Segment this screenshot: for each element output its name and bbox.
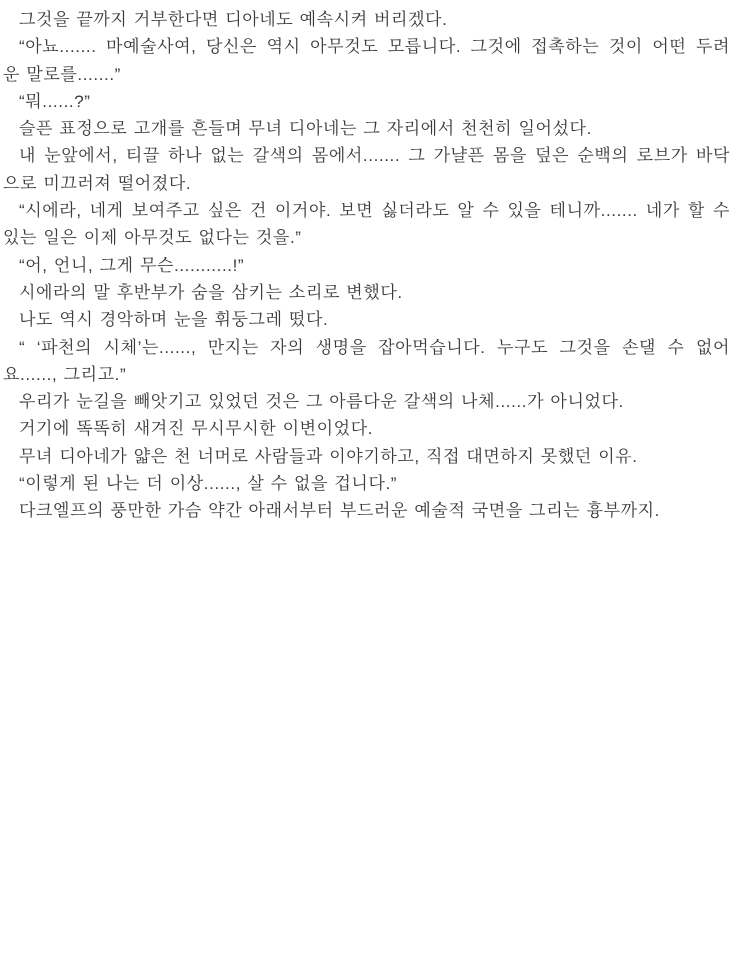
text-line: 슬픈 표정으로 고개를 흔들며 무녀 디아네는 그 자리에서 천천히 일어섰다. — [19, 119, 592, 139]
text-line: “아뇨....... 마예술사여, 당신은 역시 아무것도 모릅니다. 그것에 접촉하는 것이 어떤 두려 — [19, 37, 730, 57]
text-line: “어, 언니, 그게 무슨...........!” — [19, 255, 245, 275]
text-line: 다크엘프의 풍만한 가슴 약간 아래서부터 부드러운 예술적 국면을 그리는 흉부까지. — [19, 501, 660, 521]
text-line: “이렇게 된 나는 더 이상......, 살 수 없을 겁니다.” — [19, 474, 398, 494]
text-line: 무녀 디아네가 얇은 천 너머로 사람들과 이야기하고, 직접 대면하지 못했던 이유. — [19, 446, 638, 466]
text-line: “뭐......?” — [19, 91, 91, 111]
text-line: 요......, 그리고.” — [3, 364, 127, 384]
text-line: 우리가 눈길을 빼앗기고 있었던 것은 그 아름다운 갈색의 나체......가 아니었다. — [19, 392, 624, 412]
text-line: 내 눈앞에서, 티끌 하나 없는 갈색의 몸에서....... 그 가냘픈 몸을 덮은 순백의 로브가 바닥 — [19, 146, 730, 166]
text-line: 운 말로를.......” — [3, 64, 121, 84]
text-line: 시에라의 말 후반부가 숨을 삼키는 소리로 변했다. — [19, 282, 403, 302]
text-line: “ ‘파천의 시체’는......, 만지는 자의 생명을 잡아먹습니다. 누구도 그것을 손댈 수 없어 — [19, 337, 730, 357]
text-line: 으로 미끄러져 떨어졌다. — [3, 173, 192, 193]
text-line: 거기에 똑똑히 새겨진 무시무시한 이변이었다. — [19, 419, 374, 439]
text-line: 있는 일은 이제 아무것도 없다는 것을.” — [3, 228, 302, 248]
text-line: 나도 역시 경악하며 눈을 휘둥그레 떴다. — [19, 310, 329, 330]
text-line: 그것을 끝까지 거부한다면 디아네도 예속시켜 버리겠다. — [19, 10, 448, 29]
novel-text-block — [3, 6, 730, 525]
text-line: “시에라, 네게 보여주고 싶은 건 이거야. 보면 싫더라도 알 수 있을 테니까....... 네가 할 수 — [19, 201, 730, 221]
